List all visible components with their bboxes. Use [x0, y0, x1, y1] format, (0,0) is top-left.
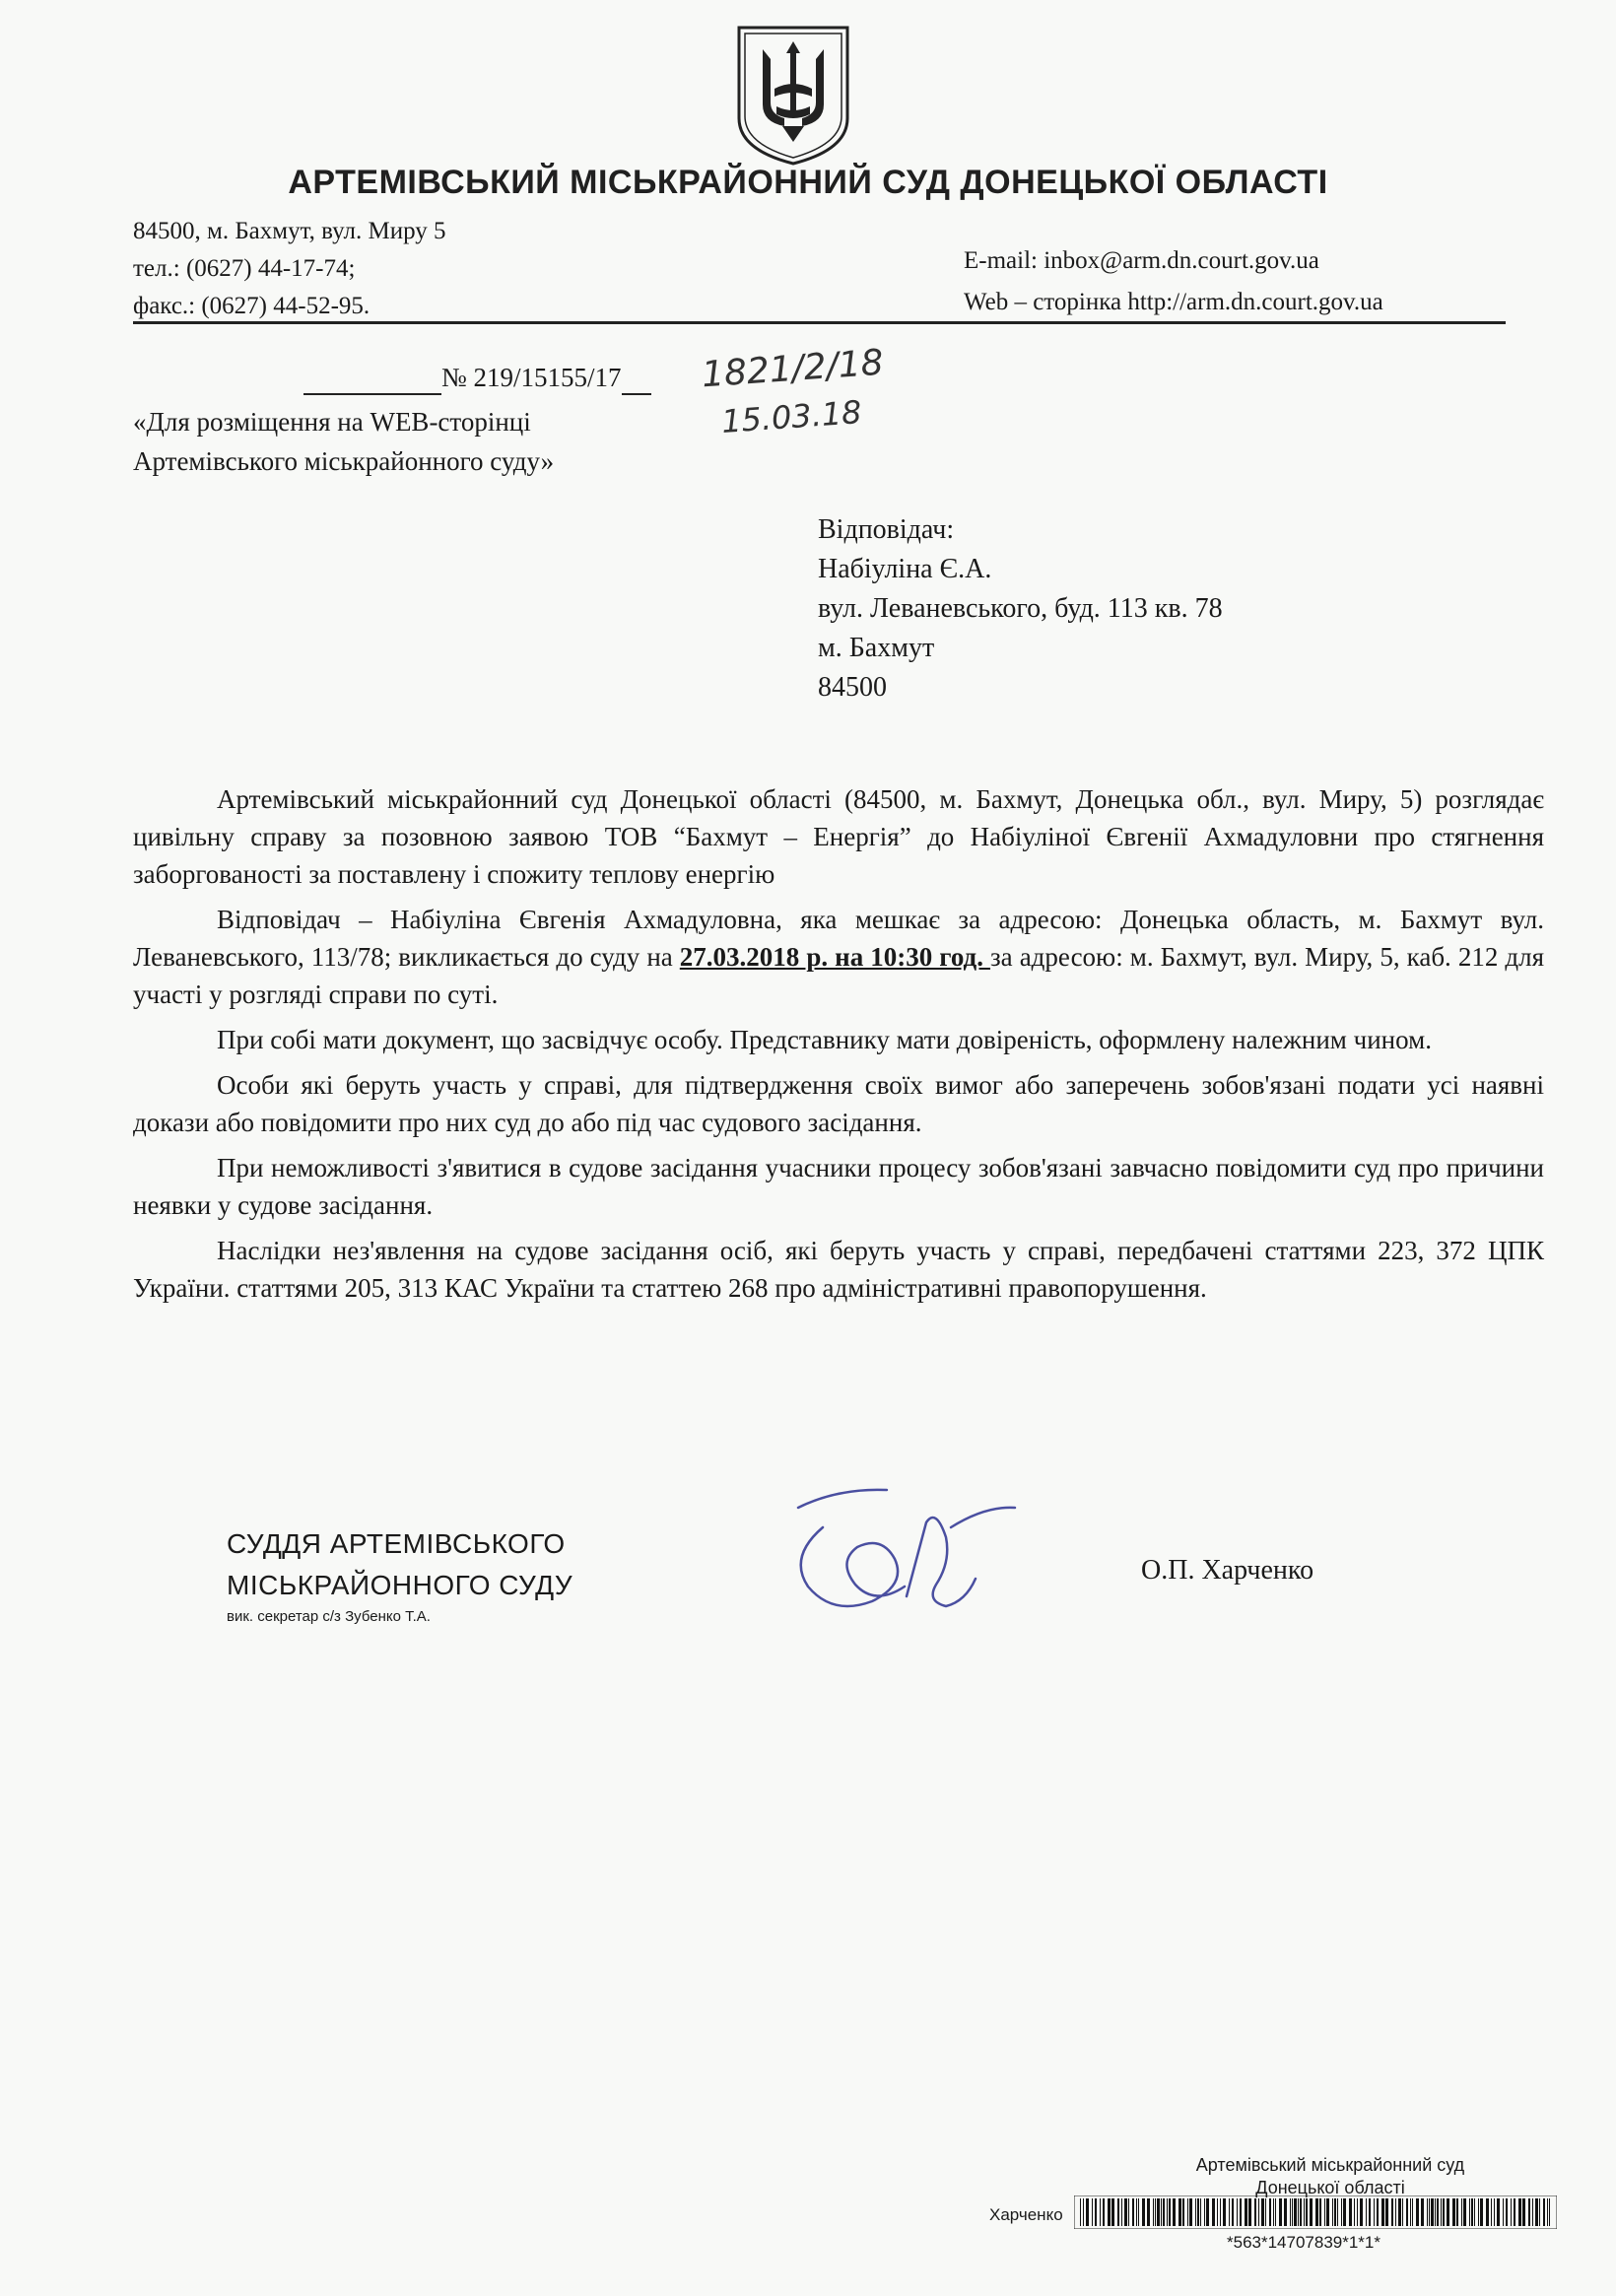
recipient-role: Відповідач:	[818, 514, 955, 545]
recipient-street: вул. Леваневського, буд. 113 кв. 78	[818, 593, 1223, 624]
court-stamp	[1173, 2154, 1488, 2199]
summons-text-start: Відповідач – Набіуліна Євгенія Ахмадуловна, яка мешкає за адресою: Донецька область, м. Бахмут вул. Леваневського, 113/78; викликається до суду на	[133, 905, 1544, 972]
barcode-owner: Харченко	[989, 2205, 1063, 2224]
summons-text-end: за адресою: м. Бахмут, вул. Миру, 5, каб. 212 для участі у розгляді справи по суті.	[133, 942, 1545, 1009]
secretary-note: вик. секретар с/з Зубенко Т.А.	[227, 1608, 431, 1625]
body-paragraph-consequences: Наслідки нез'явлення на судове засідання осіб, які беруть участь у справі, передбачені статтями 223, 372 ЦПК України. статтями 205, 313 КАС України та статтею 268 про адміністративні правопорушення.	[133, 1236, 1544, 1303]
court-fax: факс.: (0627) 44-52-95.	[133, 293, 370, 319]
judge-name: О.П. Харченко	[1141, 1555, 1314, 1586]
reference-blank-after	[622, 363, 651, 395]
document-barcode	[1074, 2195, 1557, 2229]
web-note-line-1: «Для розміщення на WEB-сторінці	[133, 407, 531, 437]
court-contact-block	[133, 213, 446, 325]
judge-title-line-2: МІСЬКРАЙОННОГО СУДУ	[227, 1570, 573, 1600]
body-paragraph-case: Артемівський міськрайонний суд Донецької області (84500, м. Бахмут, Донецька обл., вул. Миру, 5) розглядає цивільну справу за позовною заявою ТОВ “Бахмут – Енергія” до Набіуліної Євгенії Ахмадуловни про стягнення заборгованості за поставлену і спожиту теплову енергію	[133, 784, 1544, 889]
court-address: 84500, м. Бахмут, вул. Миру 5	[133, 218, 446, 244]
stamp-line-2: Донецької області	[1255, 2178, 1405, 2197]
trident-coat-of-arms-icon	[727, 20, 859, 168]
web-publication-note	[133, 402, 554, 481]
judge-title	[227, 1523, 572, 1606]
reference-blank	[303, 363, 441, 395]
body-paragraph-absence: При неможливості з'явитися в судове засідання учасники процесу зобов'язані завчасно повідомити суд про причини неявки у судове засідання.	[133, 1153, 1544, 1220]
handwritten-registration-number: 1821/2/18	[700, 342, 885, 396]
hearing-datetime: 27.03.2018 р. на 10:30 год.	[679, 942, 991, 972]
header-divider	[133, 321, 1506, 324]
reference-line	[303, 363, 651, 395]
court-online-block	[964, 240, 1383, 323]
judge-title-line-1: СУДДЯ АРТЕМІВСЬКОГО	[227, 1528, 566, 1559]
handwritten-signature	[778, 1468, 1025, 1636]
court-title: АРТЕМІВСЬКИЙ МІСЬКРАЙОННИЙ СУД ДОНЕЦЬКОЇ ОБЛАСТІ	[288, 164, 1328, 201]
court-phone: тел.: (0627) 44-17-74;	[133, 255, 356, 282]
body-paragraph-documents: При собі мати документ, що засвідчує особу. Представнику мати довіреність, оформлену належним чином.	[217, 1025, 1432, 1054]
letter-body	[133, 780, 1544, 1315]
court-website: Web – сторінка http://arm.dn.court.gov.ua	[964, 289, 1383, 315]
web-note-line-2: Артемівського міськрайонного суду»	[133, 446, 555, 476]
recipient-block	[818, 510, 1223, 708]
handwritten-registration-date: 15.03.18	[719, 393, 863, 440]
stamp-line-1: Артемівський міськрайонний суд	[1195, 2155, 1465, 2175]
recipient-zip: 84500	[818, 672, 887, 703]
recipient-name: Набіуліна Є.А.	[818, 554, 992, 584]
body-paragraph-evidence: Особи які беруть участь у справі, для підтвердження своїх вимог або заперечень зобов'язані подати усі наявні докази або повідомити про них суд до або під час судового засідання.	[133, 1070, 1544, 1137]
case-number: № 219/15155/17	[441, 363, 622, 392]
court-email: E-mail: inbox@arm.dn.court.gov.ua	[964, 247, 1319, 274]
recipient-city: м. Бахмут	[818, 633, 935, 663]
barcode-number: *563*14707839*1*1*	[1227, 2233, 1380, 2252]
body-paragraph-summons	[133, 901, 1544, 1013]
